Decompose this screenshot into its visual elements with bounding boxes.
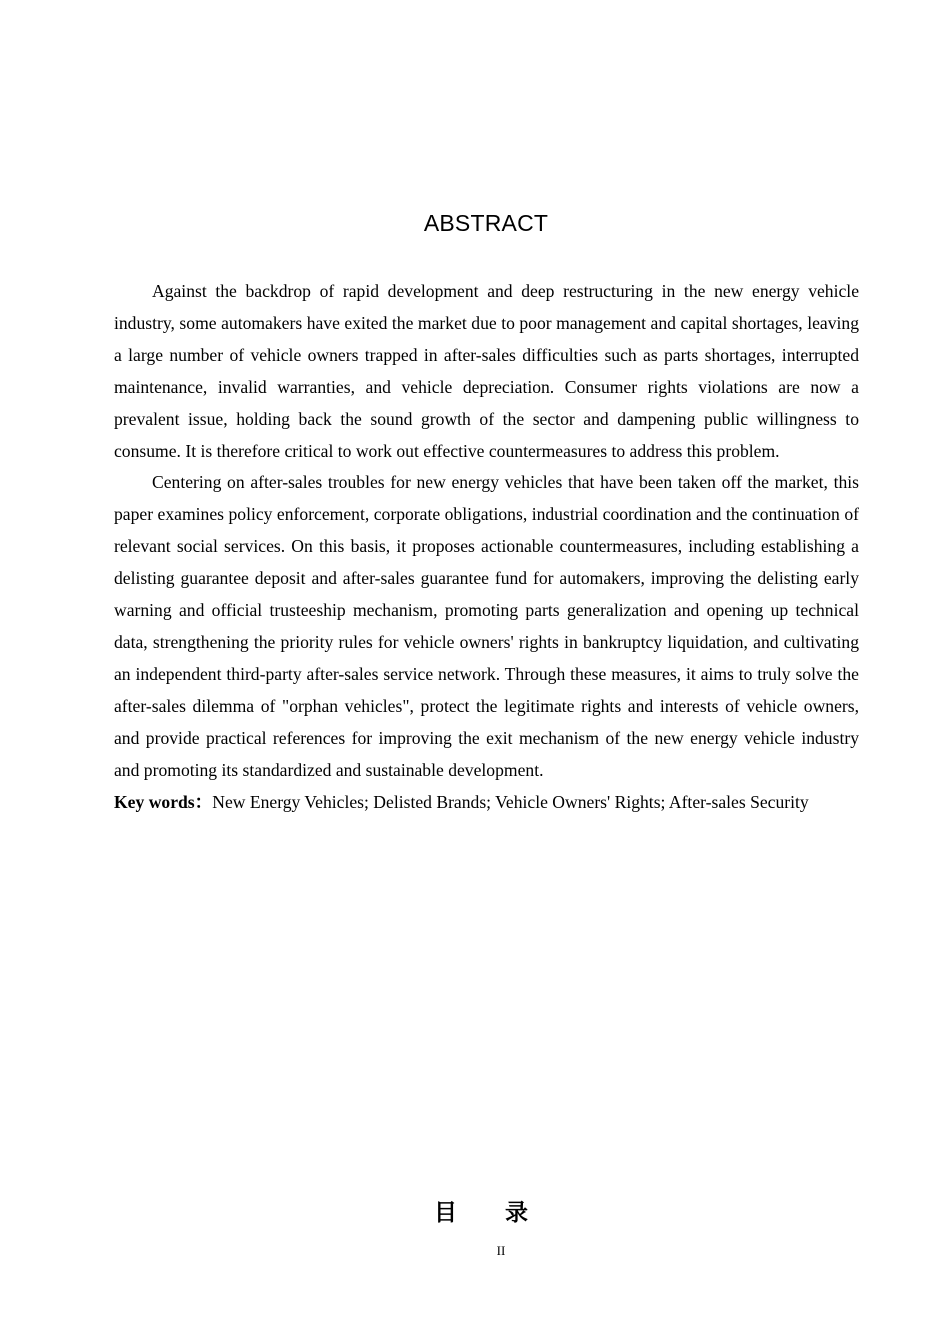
keywords-label: Key words： bbox=[114, 791, 213, 812]
abstract-body bbox=[114, 276, 859, 818]
abstract-paragraph-1: Against the backdrop of rapid development and deep restructuring in the new energy vehicle industry, some automakers have exited the market due to poor management and capital shortages, leaving a large number of vehicle owners trapped in after-sales difficulties such as parts shortages, interrupted maintenance, invalid warranties, and vehicle depreciation. Consumer rights violations are now a prevalent issue, holding back the sound growth of the sector and dampening public willingness to consume. It is therefore critical to work out effective countermeasures to address this problem. bbox=[114, 281, 859, 461]
table-of-contents-heading: 目 录 bbox=[433, 1200, 528, 1226]
abstract-paragraph-2: Centering on after-sales troubles for new energy vehicles that have been taken off the market, this paper examines policy enforcement, corporate obligations, industrial coordination and the continuation of relevant social services. On this basis, it proposes actionable countermeasures, including establishing a delisting guarantee deposit and after-sales guarantee fund for automakers, improving the delisting early warning and official trusteeship mechanism, promoting parts generalization and opening up technical data, strengthening the priority rules for vehicle owners' rights in bankruptcy liquidation, and cultivating an independent third-party after-sales service network. Through these measures, it aims to truly solve the after-sales dilemma of "orphan vehicles", protect the legitimate rights and interests of vehicle owners, and provide practical references for improving the exit mechanism of the new energy vehicle industry and promoting its standardized and sustainable development. bbox=[114, 472, 859, 780]
page-number: II bbox=[496, 1243, 506, 1258]
abstract-heading: ABSTRACT bbox=[423, 210, 549, 236]
keywords-text: New Energy Vehicles; Delisted Brands; Vehicle Owners' Rights; After-sales Security bbox=[212, 791, 809, 812]
keywords-line bbox=[114, 787, 859, 819]
